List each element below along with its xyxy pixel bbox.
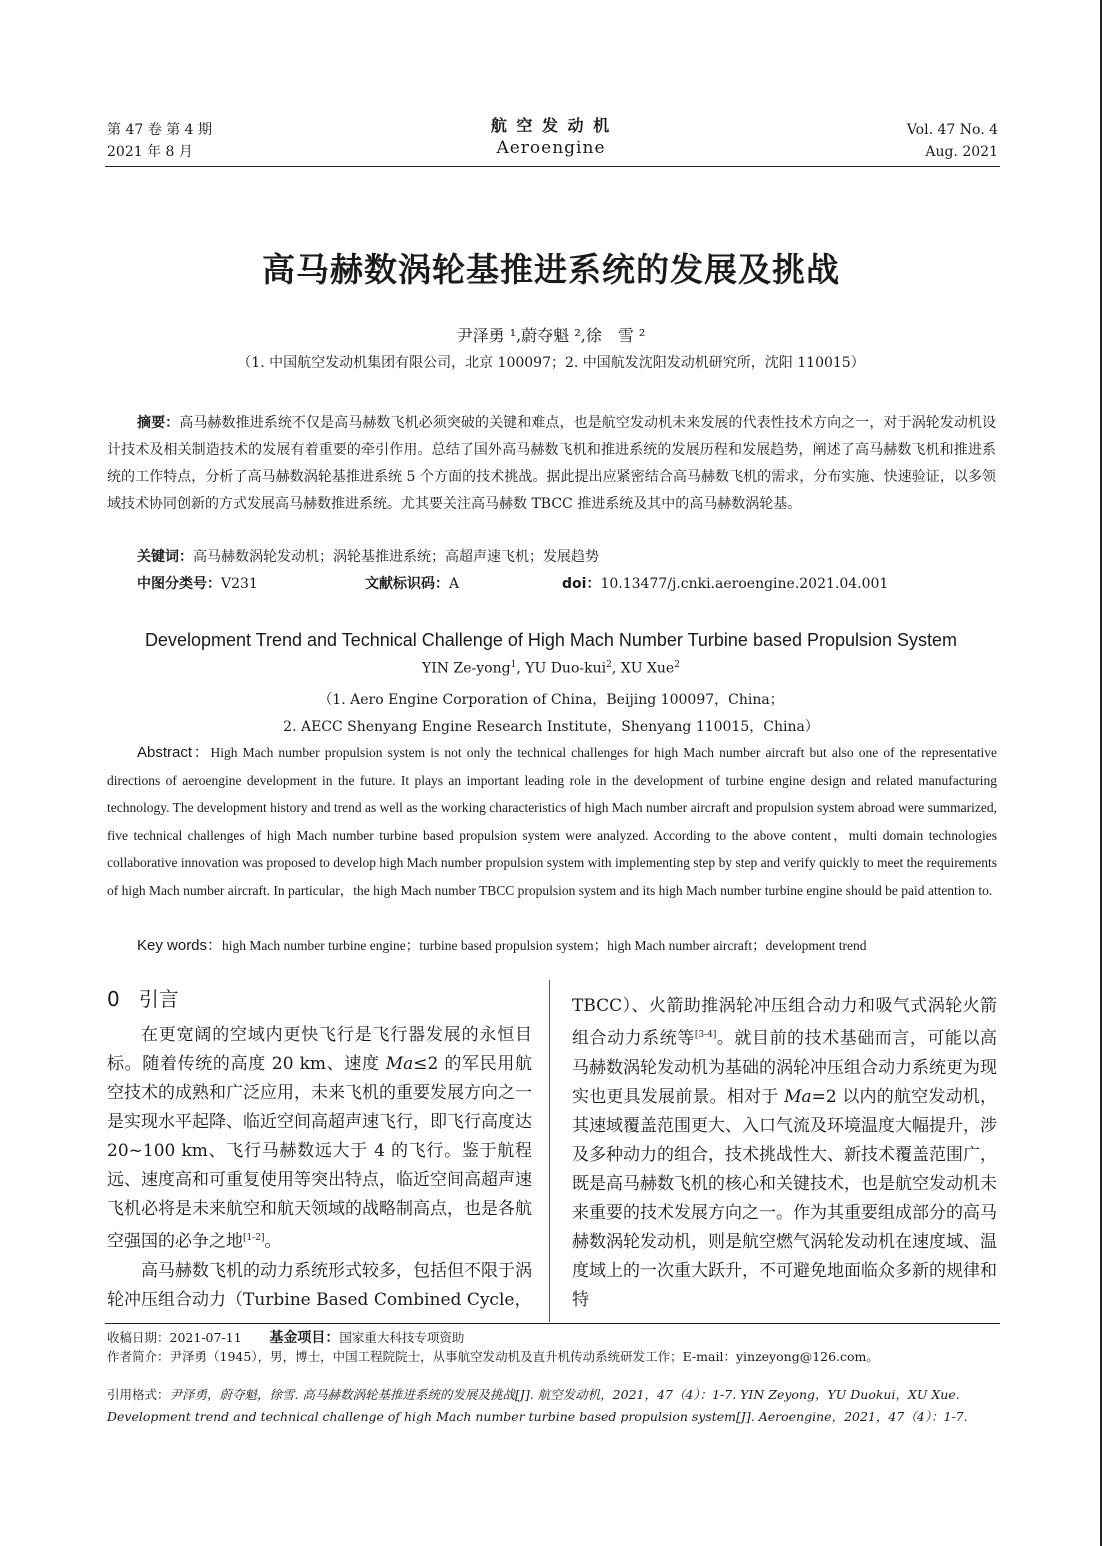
- document-code: [365, 573, 459, 593]
- body-column-right: [572, 992, 997, 1315]
- date-cn: 2021 年 8 月: [107, 144, 193, 160]
- body-text: =2 以内的航空发动机，其速域覆盖范围更大、入口气流及环境温度大幅提升，涉及多种动力的组合，技术挑战性大、新技术覆盖范围广，既是高马赫数飞机的核心和关键技术，也是航空发动机未来重要的技术发展方向之一。作为其重要组成部分的高马赫数涡轮发动机，则是航空燃气涡轮发动机在速度域、温度域上的一次重大跃升，不可避免地面临众多新的规律和特: [572, 1086, 997, 1310]
- abstract-cn: [107, 410, 996, 518]
- abstract-label: 摘要：: [137, 415, 180, 431]
- citation-ref: [1-2]: [243, 1233, 265, 1243]
- body-paragraph: [572, 992, 997, 1315]
- issue-info: [107, 119, 212, 163]
- date-en: Aug. 2021: [925, 144, 998, 160]
- keywords-en-text: high Mach number turbine engine；turbine based propulsion system；high Mach number aircraft；development trend: [222, 938, 867, 953]
- keywords-en-label: Key words：: [137, 937, 223, 954]
- author-2: YU Duo-kui: [525, 660, 607, 677]
- body-text: 。: [264, 1231, 282, 1252]
- volume-issue-en: Vol. 47 No. 4: [906, 122, 998, 138]
- affiliation-en-2: 2. AECC Shenyang Engine Research Institute，Shenyang 110015，China）: [283, 719, 819, 735]
- mach-symbol: Ma: [385, 1054, 414, 1074]
- clc-number: [137, 573, 258, 593]
- clc-value: V231: [221, 576, 258, 592]
- body-text: TBCC）、火箭助推涡轮冲压组合动力和吸气式涡轮火箭组合动力系统等: [572, 996, 997, 1049]
- author-3: XU Xue: [620, 660, 675, 677]
- abstract-en: [107, 739, 997, 904]
- journal-name: [440, 115, 662, 159]
- doi: [562, 573, 888, 593]
- keywords-en: [137, 934, 867, 955]
- journal-name-en: Aeroengine: [496, 138, 606, 158]
- paper-title-en: Development Trend and Technical Challenge of High Mach Number Turbine based Propulsion System: [144, 630, 958, 650]
- journal-name-cn: 航 空 发 动 机: [490, 116, 612, 135]
- affiliation-en-1: （1. Aero Engine Corporation of China，Beijing 100097，China；: [318, 692, 784, 708]
- received-label: 收稿日期：: [107, 1330, 170, 1345]
- issue-info-en: [907, 119, 998, 163]
- doc-code-label: 文献标识码：: [365, 576, 449, 592]
- cite-label: 引用格式：: [107, 1387, 170, 1402]
- abstract-en-text: High Mach number propulsion system is not only the technical challenges for high Mach number aircraft but also one of the representative directions of aeroengine development in the future. It plays an important leading role in the development of turbine engine design and related manufacturing technology. The development history and trend as well as the working characteristics of high Mach number aircraft and propulsion system abroad were summarized, five technical challenges of high Mach number turbine based propulsion system were analyzed. According to the above content，multi domain technologies collaborative innovation was proposed to develop high Mach number propulsion system with implementing step by step and verify quickly to meet the requirements of high Mach number aircraft. In particular，the high Mach number TBCC propulsion system and its high Mach number turbine engine should be paid attention to.: [107, 745, 997, 898]
- cite-value: 尹泽勇，蔚夺魁，徐雪. 高马赫数涡轮基推进系统的发展及挑战[J]. 航空发动机，2021，47（4）：1-7. YIN Zeyong，YU Duokui，XU Xue. Development trend and technical challenge of high Mach number turbine based propulsion system[J]. Aeroengine，2021，47（4）：1-7.: [107, 1387, 968, 1424]
- body-paragraph: [107, 1021, 532, 1257]
- volume-issue-cn: 第 47 卷 第 4 期: [107, 122, 212, 138]
- keywords-text: 高马赫数涡轮发动机；涡轮基推进系统；高超声速飞机；发展趋势: [193, 549, 599, 565]
- column-divider: [549, 980, 550, 1322]
- bio-label: 作者简介：: [107, 1349, 170, 1364]
- section-heading: [107, 983, 179, 1012]
- keywords-cn: [137, 546, 599, 566]
- author-3-affil: 2: [674, 660, 680, 670]
- author-list-en: YIN Ze-yong$^1$, YU Duo-kui$^2$, XU Xue$^2$: [422, 660, 680, 677]
- keywords-label: 关键词：: [137, 549, 193, 565]
- fund-value: 国家重大科技专项资助: [339, 1330, 465, 1345]
- body-text: 。就目前的技术基础而言，可能以高马赫数涡轮发动机为基础的涡轮冲压组合动力系统更为现实也更具发展前景。相对于: [572, 1028, 998, 1107]
- received-funding-note: [107, 1327, 464, 1347]
- doi-value: 10.13477/j.cnki.aeroengine.2021.04.001: [600, 576, 889, 592]
- author-list: 尹泽勇 ¹,蔚夺魁 ²,徐 雪 ²: [456, 326, 646, 345]
- fund-label: 基金项目：: [269, 1330, 340, 1346]
- author-2-affil: 2: [606, 660, 612, 670]
- section-number: 0: [107, 987, 120, 1011]
- section-title: 引言: [138, 987, 179, 1011]
- footnote-divider: [105, 1323, 1000, 1324]
- body-paragraph: 高马赫数飞机的动力系统形式较多，包括但不限于涡轮冲压组合动力（Turbine Based Combined Cycle，: [107, 1260, 532, 1310]
- abstract-text: 高马赫数推进系统不仅是高马赫数飞机必须突破的关键和难点，也是航空发动机未来发展的代表性技术方向之一，对于涡轮发动机设计技术及相关制造技术的发展有着重要的牵引作用。总结了国外高马赫数飞机和推进系统的发展历程和发展趋势，阐述了高马赫数飞机和推进系统的工作特点，分析了高马赫数涡轮基推进系统 5 个方面的技术挑战。据此提出应紧密结合高马赫数飞机的需求，分布实施、快速验证，以多领域技术协同创新的方式发展高马赫数推进系统。尤其要关注高马赫数 TBCC 推进系统及其中的高马赫数涡轮基。: [107, 415, 996, 512]
- abstract-en-label: Abstract：: [137, 744, 211, 761]
- citation-format: [107, 1384, 997, 1428]
- author-1-affil: 1: [510, 660, 517, 670]
- doc-code-value: A: [449, 576, 460, 592]
- author-bio-note: [107, 1347, 879, 1365]
- clc-label: 中图分类号：: [137, 576, 221, 592]
- doi-label: doi：: [562, 576, 601, 592]
- body-column-left: [107, 1021, 532, 1315]
- affiliations: （1. 中国航空发动机集团有限公司，北京 100097；2. 中国航发沈阳发动机研究所，沈阳 110015）: [237, 355, 865, 371]
- bio-value: 尹泽勇（1945），男，博士，中国工程院院士，从事航空发动机及直升机传动系统研发工作；E-mail：yinzeyong@126.com。: [169, 1349, 879, 1364]
- received-date: 2021-07-11: [169, 1330, 242, 1345]
- body-text: ≤2 的军民用航空技术的成熟和广泛应用，未来飞机的重要发展方向之一是实现水平起降、临近空间高超声速飞行，即飞行高度达 20~100 km、飞行马赫数远大于 4 的飞行。鉴于航程远、速度高和可重复使用等突出特点，临近空间高超声速飞机必将是未来航空和航天领域的战略制高点，也是各航空强国的必争之地: [107, 1054, 532, 1252]
- citation-ref: [3-4]: [694, 1030, 717, 1040]
- author-1: YIN Ze-yong: [422, 660, 511, 677]
- paper-title: 高马赫数涡轮基推进系统的发展及挑战: [262, 250, 840, 289]
- body-text: 在更宽阔的空域内更快飞行是飞行器发展的永恒目标。随着传统的高度 20 km、速度: [107, 1025, 532, 1074]
- header-divider: [105, 166, 1000, 167]
- mach-symbol: Ma: [784, 1086, 812, 1107]
